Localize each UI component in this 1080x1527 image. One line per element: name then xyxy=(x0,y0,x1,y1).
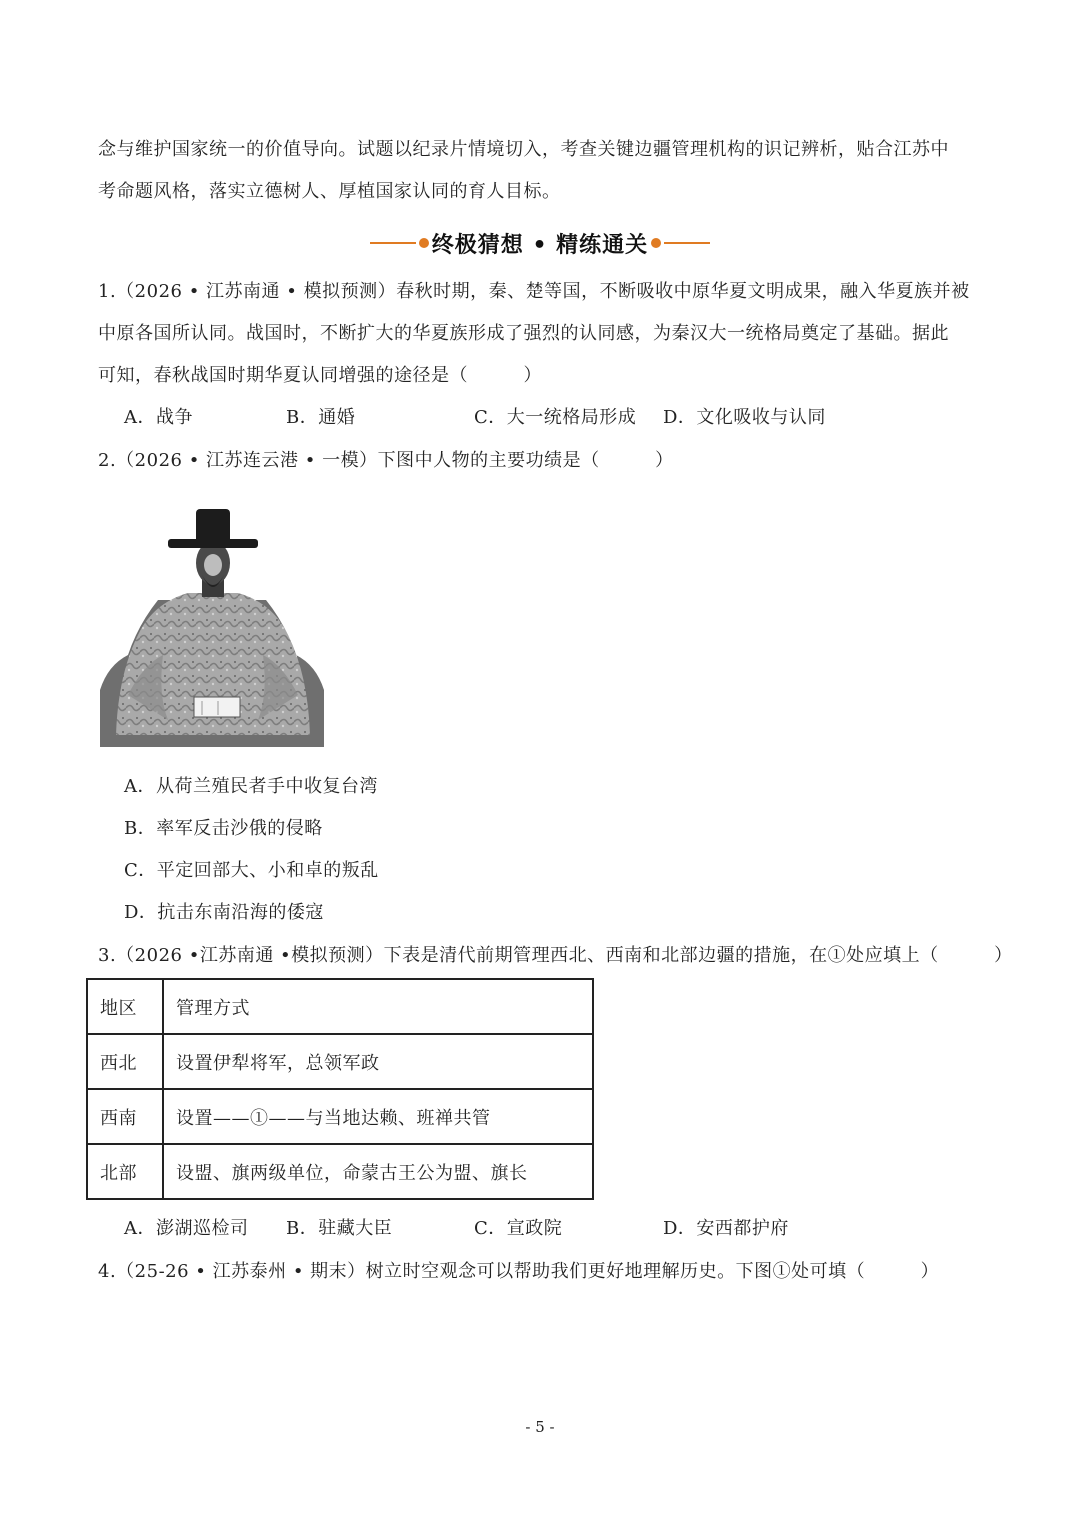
header-cell-method: 管理方式 xyxy=(163,979,593,1034)
section-title: 终极猜想 • 精练通关 xyxy=(431,232,649,258)
q3-option-d: D．安西都护府 xyxy=(663,1218,789,1239)
q2-option-c: C．平定回部大、小和卓的叛乱 xyxy=(124,860,379,881)
table-row xyxy=(87,1144,593,1199)
table-cell: 设置——①——与当地达赖、班禅共管 xyxy=(163,1089,593,1144)
intro-line-2: 考命题风格，落实立德树人、厚植国家认同的育人目标。 xyxy=(98,181,561,202)
q2-option-b: B．率军反击沙俄的侵略 xyxy=(124,818,323,839)
q1-stem-line-3: 可知，春秋战国时期华夏认同增强的途径是（ ） xyxy=(98,365,542,386)
table-cell: 西北 xyxy=(87,1034,163,1089)
page-number: - 5 - xyxy=(525,1418,555,1436)
q2-stem: 2.（2026 • 江苏连云港 • 一模）下图中人物的主要功绩是（ ） xyxy=(98,450,674,471)
q3-option-c: C．宣政院 xyxy=(474,1218,563,1239)
q4-stem: 4.（25-26 • 江苏泰州 • 期末）树立时空观念可以帮助我们更好地理解历史。下图①处可填（ ） xyxy=(98,1261,940,1282)
q1-option-d: D．文化吸收与认同 xyxy=(663,407,826,428)
table-row xyxy=(87,1034,593,1089)
table-cell: 西南 xyxy=(87,1089,163,1144)
q3-stem: 3.（2026 •江苏南通 •模拟预测）下表是清代前期管理西北、西南和北部边疆的措施，在①处应填上（ ） xyxy=(98,945,1013,966)
q2-option-d: D．抗击东南沿海的倭寇 xyxy=(124,902,324,923)
table-header-row xyxy=(87,979,593,1034)
q2-option-a: A．从荷兰殖民者手中收复台湾 xyxy=(124,776,378,797)
q1-option-b: B．通婚 xyxy=(286,407,356,428)
q1-option-a: A．战争 xyxy=(124,407,193,428)
heading-right-dot xyxy=(651,238,661,248)
q1-stem-line-2: 中原各国所认同。战国时，不断扩大的华夏族形成了强烈的认同感，为秦汉大一统格局奠定了基础。据此 xyxy=(98,323,949,344)
table-row xyxy=(87,1089,593,1144)
section-heading xyxy=(0,226,1080,260)
q3-option-a: A．澎湖巡检司 xyxy=(124,1218,249,1239)
heading-right-rule xyxy=(664,242,710,244)
table-cell: 设盟、旗两级单位，命蒙古王公为盟、旗长 xyxy=(163,1144,593,1199)
portrait-image xyxy=(98,505,326,747)
q1-option-c: C．大一统格局形成 xyxy=(474,407,637,428)
q1-stem-line-1: 1.（2026 • 江苏南通 • 模拟预测）春秋时期，秦、楚等国，不断吸收中原华夏文明成果，融入华夏族并被 xyxy=(98,281,970,302)
intro-line-1: 念与维护国家统一的价值导向。试题以纪录片情境切入，考查关键边疆管理机构的识记辨析，贴合江苏中 xyxy=(98,139,949,160)
header-cell-region: 地区 xyxy=(87,979,163,1034)
table-cell: 北部 xyxy=(87,1144,163,1199)
q3-table xyxy=(86,978,594,1200)
heading-left-rule xyxy=(370,242,416,244)
heading-left-dot xyxy=(419,238,429,248)
q3-option-b: B．驻藏大臣 xyxy=(286,1218,393,1239)
table-cell: 设置伊犁将军，总领军政 xyxy=(163,1034,593,1089)
